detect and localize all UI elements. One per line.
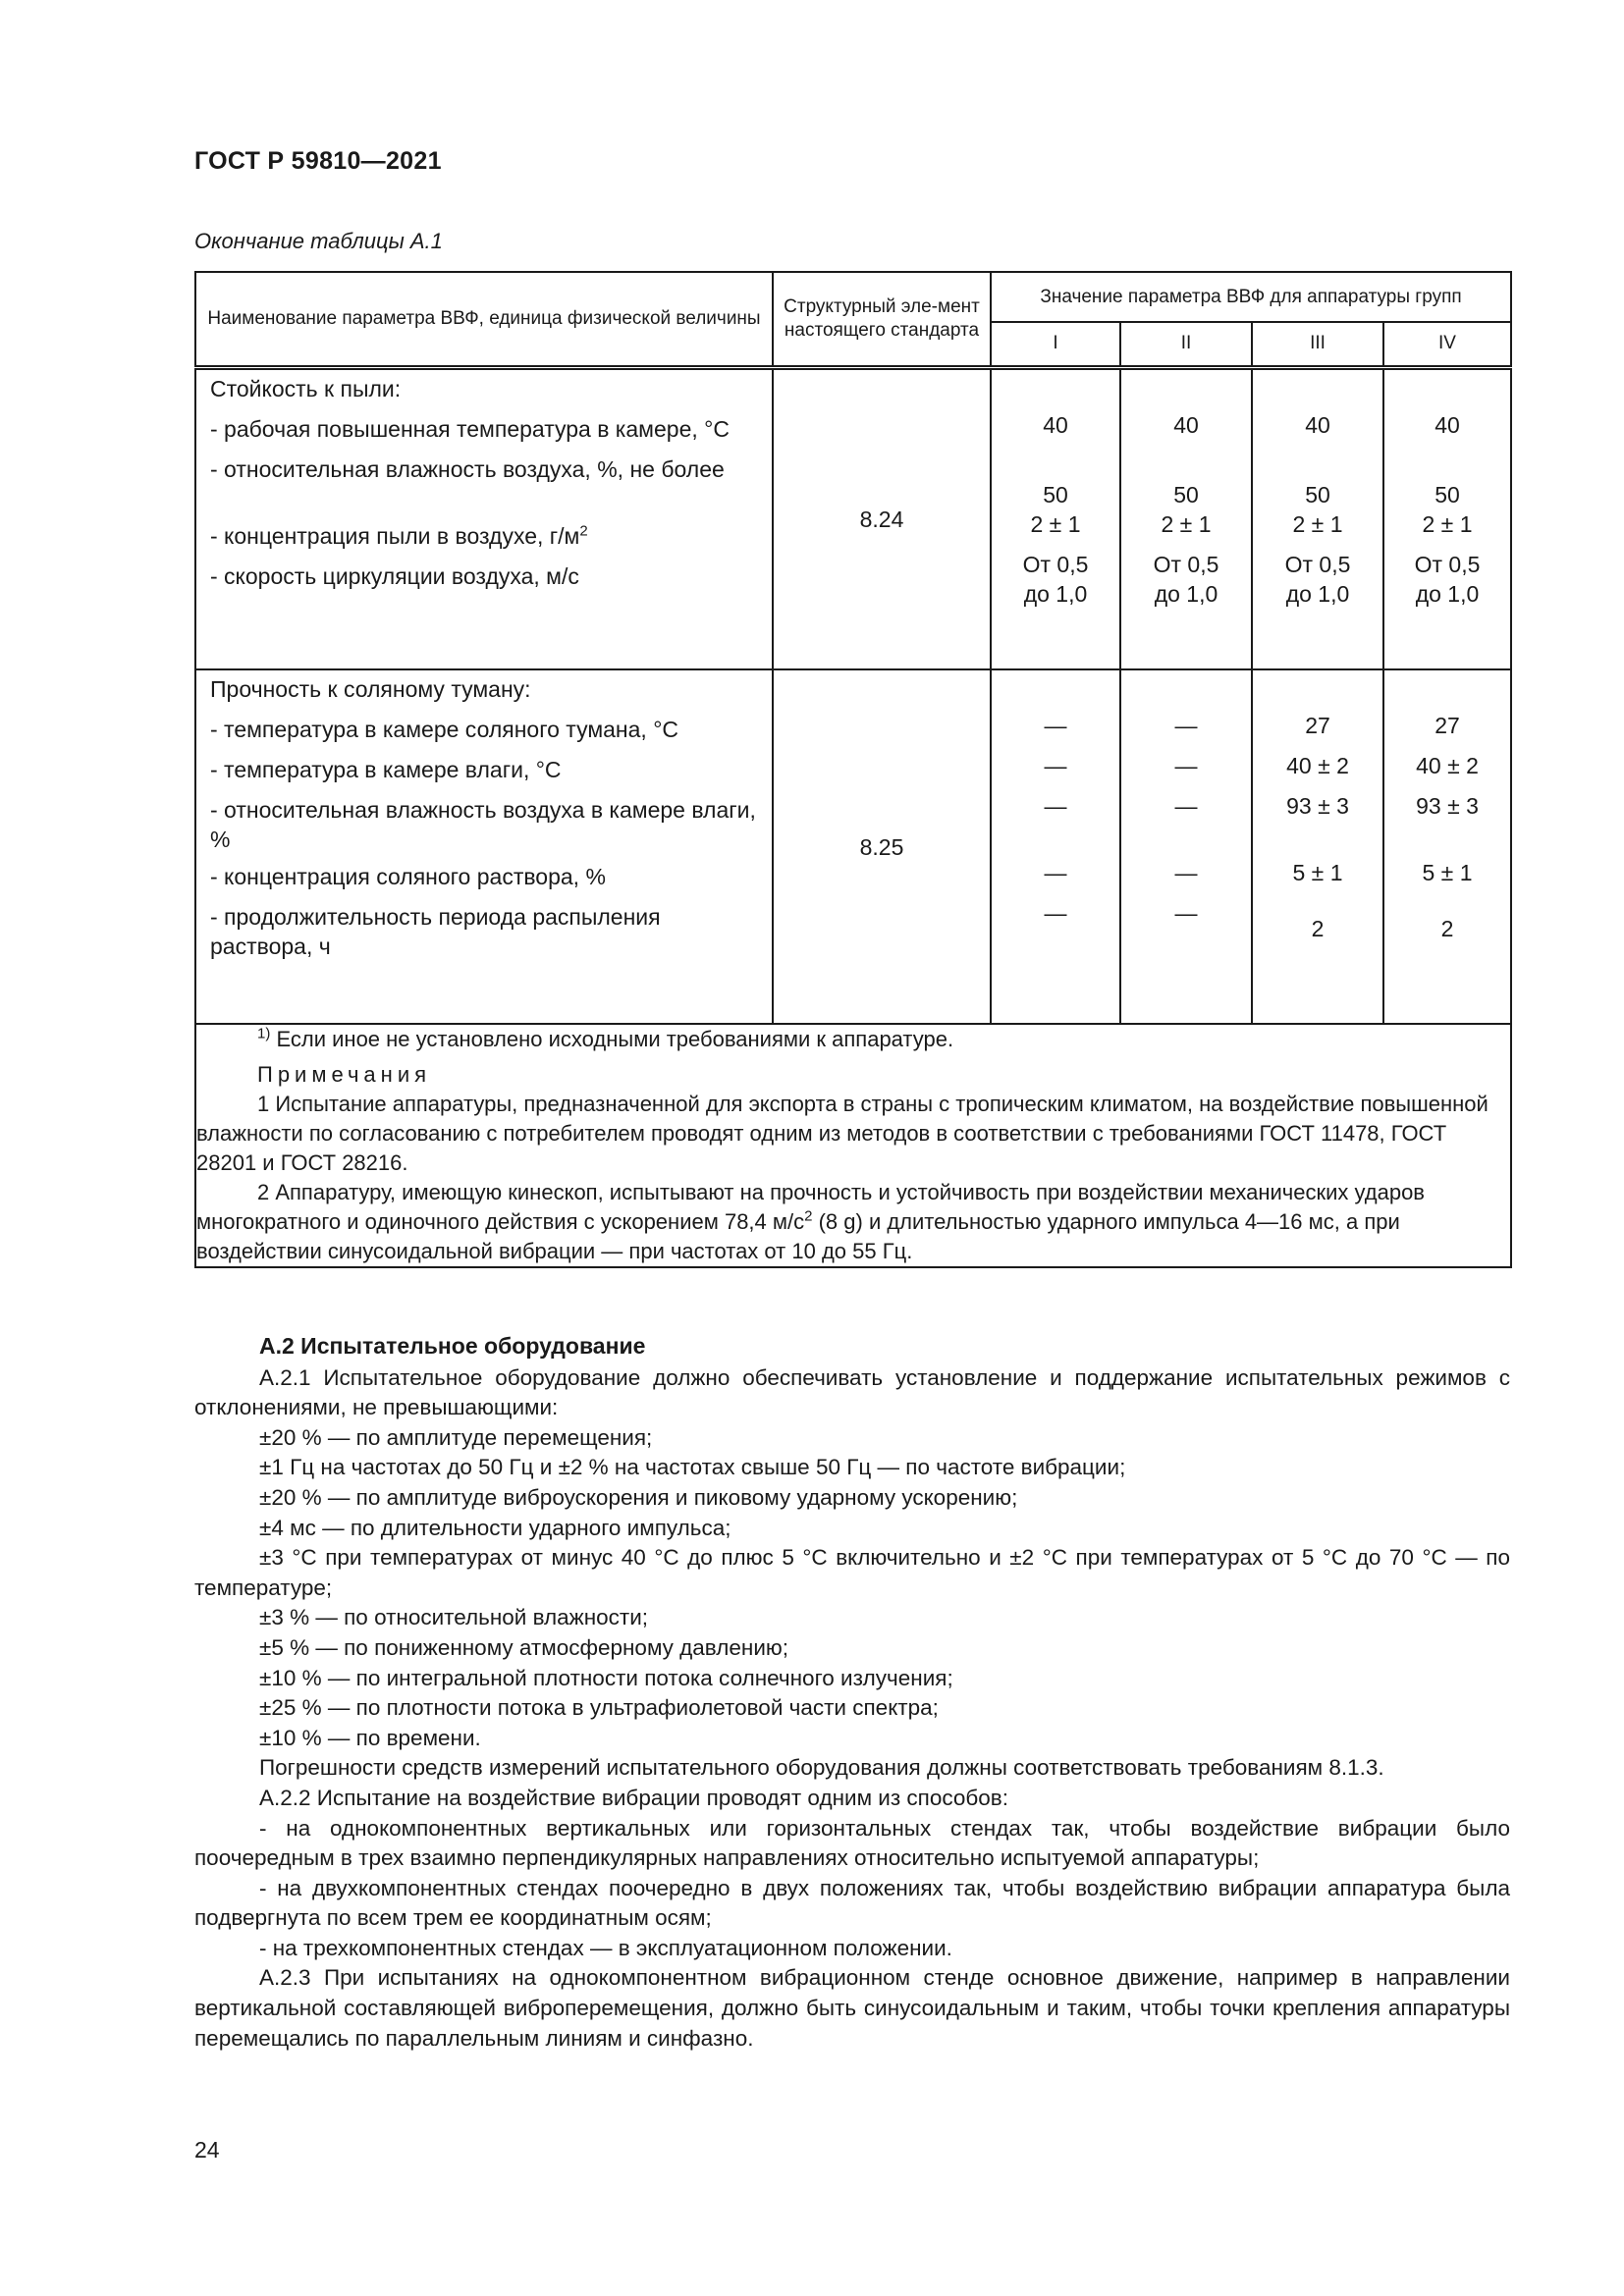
header-param: Наименование параметра ВВФ, единица физической величины [195, 272, 773, 367]
section-title: Прочность к соляному туману: [210, 676, 531, 702]
paragraph: ±3 °С при температурах от минус 40 °С до плюс 5 °С включительно и ±2 °С при температурах от 5 °С до 70 °С — по температуре; [194, 1545, 1510, 1600]
table-notes [195, 1024, 1511, 1267]
param-row: - рабочая повышенная температура в камере, °С [210, 415, 730, 442]
values-group-4: 40 50 2 ± 1 От 0,5 до 1,0 [1383, 367, 1511, 669]
values-group-1: — — — — — [991, 669, 1120, 1024]
table-notes-row [195, 1024, 1511, 1267]
paragraph: А.2.3 При испытаниях на однокомпонентном вибрационном стенде основное движение, например в направлении вертикальной составляющей виброперемещения, должно быть синусоидальным и таким, чтобы точки крепления аппаратуры перемещались по параллельным линиям и синфазно. [194, 1965, 1510, 2051]
parameters-table [194, 271, 1512, 1268]
note-2: 2 Аппаратуру, имеющую кинескоп, испытывают на прочность и устойчивость при воздействии механических ударов многократного и одиночного действия с ускорением 78,4 $м/с^2$ (8 g) и длительностью ударного импульса 4—16 мс, а при воздействии синусоидальной вибрации — при частотах от 10 до 55 Гц. [196, 1180, 1425, 1263]
param-row: - концентрация пыли в воздухе, $г/м^2$ [210, 521, 588, 549]
param-row: - продолжительность периода распыления раствора, ч [210, 904, 661, 959]
document-code: ГОСТ Р 59810—2021 [194, 147, 442, 175]
values-group-3: 27 40 ± 2 93 ± 3 5 ± 1 2 [1252, 669, 1383, 1024]
struct-element: 8.25 [773, 669, 991, 1024]
paragraph: - на трехкомпонентных стендах — в эксплуатационном положении. [259, 1935, 952, 1960]
paragraph: ±1 Гц на частотах до 50 Гц и ±2 % на частотах свыше 50 Гц — по частоте вибрации; [259, 1455, 1126, 1480]
values-group-1: 40 50 2 ± 1 От 0,5 до 1,0 [991, 367, 1120, 669]
paragraph: ±3 % — по относительной влажности; [259, 1605, 649, 1630]
header-struct: Структурный эле-мент настоящего стандарта [773, 272, 991, 367]
header-group-3: III [1252, 322, 1383, 367]
paragraph: А.2.1 Испытательное оборудование должно обеспечивать установление и поддержание испытательных режимов с отклонениями, не превышающими: [194, 1364, 1510, 1420]
table-section-dust [195, 367, 1511, 669]
notes-title: Примечания [257, 1062, 432, 1087]
param-row: - относительная влажность воздуха в камере влаги, % [210, 797, 756, 852]
dust-params [195, 367, 773, 669]
page-number: 24 [194, 2137, 220, 2163]
paragraph: - на двухкомпонентных стендах поочередно в двух положениях так, чтобы воздействию вибрации аппаратура была подвергнута по всем трем ее координатным осям; [194, 1875, 1510, 1931]
paragraph: А.2.2 Испытание на воздействие вибрации проводят одним из способов: [259, 1785, 1008, 1810]
header-groups-title: Значение параметра ВВФ для аппаратуры групп [991, 272, 1511, 322]
header-group-4: IV [1383, 322, 1511, 367]
paragraph: Погрешности средств измерений испытательного оборудования должны соответствовать требованиям 8.1.3. [259, 1755, 1384, 1781]
footnote: $^{1)}$ Если иное не установлено исходными требованиями к аппаратуре. [257, 1025, 954, 1051]
paragraph: ±10 % — по интегральной плотности потока солнечного излучения; [259, 1665, 953, 1690]
values-group-4: 27 40 ± 2 93 ± 3 5 ± 1 2 [1383, 669, 1511, 1024]
paragraph: - на однокомпонентных вертикальных или горизонтальных стендах так, чтобы воздействие вибрации было поочередным в трех взаимно перпендикулярных направлениях относительно испытуемой аппаратуры; [194, 1815, 1510, 1871]
paragraph: ±20 % — по амплитуде перемещения; [259, 1424, 653, 1450]
header-group-2: II [1120, 322, 1252, 367]
paragraph: ±4 мс — по длительности ударного импульса; [259, 1515, 731, 1540]
param-row: - скорость циркуляции воздуха, м/с [210, 562, 579, 589]
note-1: 1 Испытание аппаратуры, предназначенной для экспорта в страны с тропическим климатом, на воздействие повышенной влажности по согласованию с потребителем проводят одним из методов в соответствии с требованиями ГОСТ 11478, ГОСТ 28201 и ГОСТ 28216. [196, 1092, 1489, 1175]
table-section-salt-fog [195, 669, 1511, 1024]
section-a2 [194, 1331, 1510, 2054]
values-group-2: 40 50 2 ± 1 От 0,5 до 1,0 [1120, 367, 1252, 669]
header-group-1: I [991, 322, 1120, 367]
param-row: - относительная влажность воздуха, %, не более [210, 455, 725, 482]
paragraph: ±20 % — по амплитуде виброускорения и пиковому ударному ускорению; [259, 1484, 1018, 1510]
param-row: - температура в камере соляного тумана, °С [210, 717, 679, 742]
param-row: - температура в камере влаги, °С [210, 757, 562, 782]
values-group-2: — — — — — [1120, 669, 1252, 1024]
param-row: - концентрация соляного раствора, % [210, 864, 606, 889]
table-caption: Окончание таблицы А.1 [194, 229, 443, 253]
values-group-3: 40 50 2 ± 1 От 0,5 до 1,0 [1252, 367, 1383, 669]
struct-element: 8.24 [773, 367, 991, 669]
salt-params [195, 669, 773, 1024]
paragraph: ±10 % — по времени. [259, 1725, 481, 1750]
paragraph: ±5 % — по пониженному атмосферному давлению; [259, 1634, 789, 1660]
paragraph: ±25 % — по плотности потока в ультрафиолетовой части спектра; [259, 1695, 939, 1721]
section-a2-title: А.2 Испытательное оборудование [259, 1333, 646, 1359]
section-title: Стойкость к пыли: [210, 375, 402, 401]
